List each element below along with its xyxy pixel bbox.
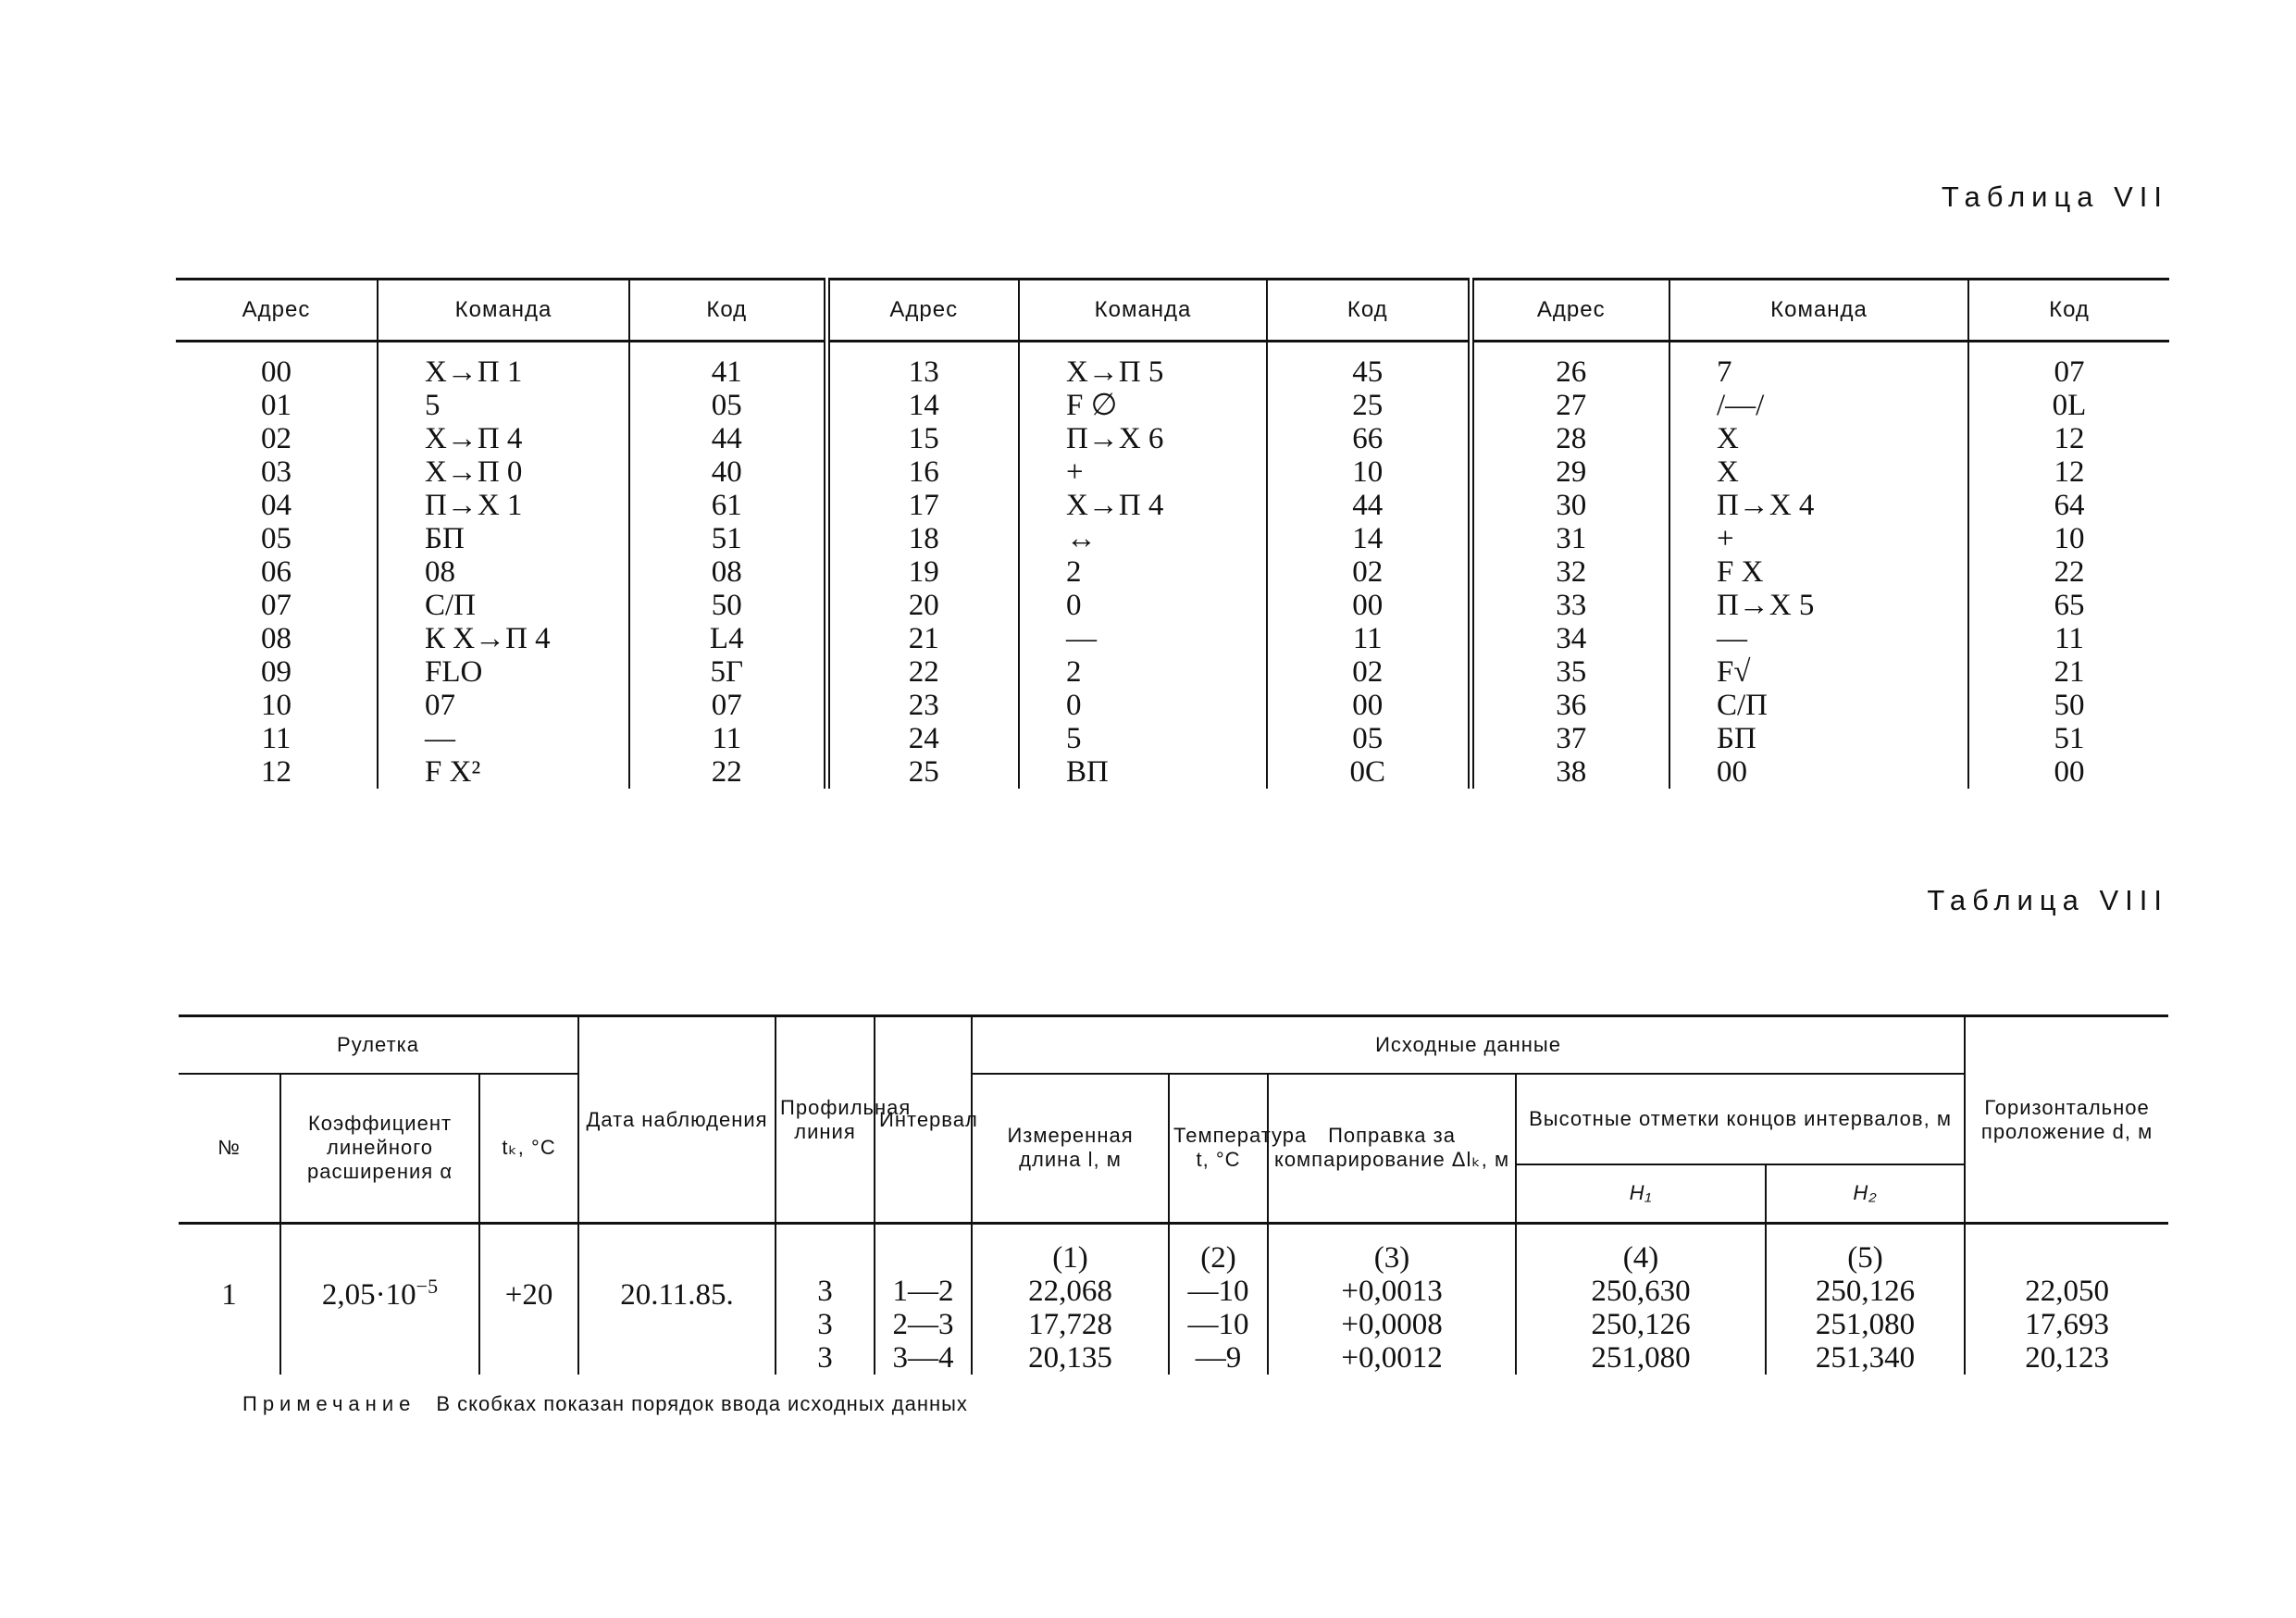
address-cell: 08 [176, 622, 378, 655]
profile-value: 3 [817, 1308, 833, 1341]
code-cell: 22 [2054, 555, 2085, 589]
table-row [176, 589, 2169, 622]
horizontal-value: 20,123 [2025, 1341, 2109, 1375]
note-text: В скобках показан порядок ввода исходных данных [436, 1392, 968, 1415]
header-tape: Рулетка [179, 1016, 578, 1074]
table-vii [176, 278, 2169, 789]
h2-value: 250,126 [1815, 1275, 1916, 1308]
table-row [176, 689, 2169, 722]
address-cell: 38 [1471, 755, 1669, 789]
interval-value: 1—2 [892, 1275, 954, 1308]
header-profile: Профильная линия [776, 1016, 875, 1224]
table-row [176, 555, 2169, 589]
command-cell: 7 [1669, 342, 1968, 390]
address-cell: 03 [176, 455, 378, 489]
header-command-1: Команда [378, 280, 629, 342]
code-cell: 12 [2054, 422, 2085, 455]
address-cell: 10 [176, 689, 378, 722]
address-cell: 09 [176, 655, 378, 689]
command-cell: П→Х 1 [378, 489, 629, 522]
h1-value: 250,126 [1591, 1308, 1691, 1341]
table-row [176, 522, 2169, 555]
table-viii-header-row-2 [179, 1074, 2168, 1164]
measured-value: 20,135 [1028, 1341, 1112, 1375]
table-row [176, 455, 2169, 489]
command-cell: FLO [378, 655, 629, 689]
command-cell: ↔ [1019, 522, 1267, 555]
code-cell: 50 [2054, 689, 2085, 722]
tape-temp-k: +20 [479, 1224, 578, 1375]
address-cell: 25 [826, 755, 1019, 789]
address-cell: 37 [1471, 722, 1669, 755]
table-row [176, 342, 2169, 390]
header-h1: H₁ [1516, 1164, 1766, 1224]
temperature-value: —10 [1187, 1275, 1249, 1308]
code-cell: 00 [2054, 755, 2085, 789]
header-correction: Поправка за компарирование Δlₖ, м [1268, 1074, 1516, 1224]
interval-value: 3—4 [892, 1341, 954, 1375]
address-cell: 22 [826, 655, 1019, 689]
table-viii [179, 1014, 2168, 1375]
command-cell: П→Х 6 [1019, 422, 1267, 455]
command-cell: 5 [378, 389, 629, 422]
command-cell: /—/ [1669, 389, 1968, 422]
table-vii-header-row [176, 280, 2169, 342]
header-temp-k: tₖ, °C [479, 1074, 578, 1224]
address-cell: 33 [1471, 589, 1669, 622]
command-cell: — [1669, 622, 1968, 655]
command-cell: П→Х 4 [1669, 489, 1968, 522]
code-cell: 50 [629, 589, 826, 622]
table-viii-header-row-1 [179, 1016, 2168, 1074]
table-vii-body [176, 342, 2169, 790]
code-cell: 22 [629, 755, 826, 789]
table-viii-body [179, 1224, 2168, 1375]
order-measured: (1) [1052, 1241, 1088, 1275]
command-cell: 2 [1019, 655, 1267, 689]
measured-value: 17,728 [1028, 1308, 1112, 1341]
command-cell: 5 [1019, 722, 1267, 755]
command-cell: F X² [378, 755, 629, 789]
address-cell: 26 [1471, 342, 1669, 390]
interval-value: 2—3 [892, 1308, 954, 1341]
command-cell: Х→П 4 [1019, 489, 1267, 522]
code-cell: 5Г [629, 655, 826, 689]
correction-cell [1268, 1224, 1516, 1375]
command-cell: + [1669, 522, 1968, 555]
command-cell: F X [1669, 555, 1968, 589]
address-cell: 19 [826, 555, 1019, 589]
command-cell: 0 [1019, 689, 1267, 722]
command-cell: 0 [1019, 589, 1267, 622]
command-cell: + [1019, 455, 1267, 489]
header-heights: Высотные отметки концов интервалов, м [1516, 1074, 1965, 1164]
code-cell: 25 [1267, 389, 1471, 422]
table-row [176, 422, 2169, 455]
address-cell: 01 [176, 389, 378, 422]
address-cell: 00 [176, 342, 378, 390]
table-viii-caption: Таблица VIII [1927, 884, 2168, 916]
address-cell: 36 [1471, 689, 1669, 722]
address-cell: 18 [826, 522, 1019, 555]
measured-value: 22,068 [1028, 1275, 1112, 1308]
command-cell: X [1669, 422, 1968, 455]
command-cell: F√ [1669, 655, 1968, 689]
command-cell: F ∅ [1019, 389, 1267, 422]
h2-cell [1766, 1224, 1965, 1375]
note-lead: Примечание [242, 1392, 416, 1415]
code-cell: 07 [629, 689, 826, 722]
horizontal-value: 17,693 [2025, 1308, 2109, 1341]
address-cell: 31 [1471, 522, 1669, 555]
address-cell: 13 [826, 342, 1019, 390]
header-h2: H₂ [1766, 1164, 1965, 1224]
command-cell: 00 [1669, 755, 1968, 789]
header-command-2: Команда [1019, 280, 1267, 342]
code-cell: 21 [2054, 655, 2085, 689]
code-cell: 05 [1267, 722, 1471, 755]
order-temperature: (2) [1200, 1241, 1236, 1275]
code-cell: 40 [629, 455, 826, 489]
order-h2: (5) [1847, 1241, 1883, 1275]
tape-number: 1 [179, 1224, 280, 1375]
header-temperature: Температура t, °C [1169, 1074, 1268, 1224]
header-number: № [179, 1074, 280, 1224]
code-cell: 51 [2054, 722, 2085, 755]
order-correction: (3) [1373, 1241, 1410, 1275]
header-address-3: Адрес [1471, 280, 1669, 342]
tape-coef [280, 1224, 479, 1375]
command-cell: 07 [378, 689, 629, 722]
temperature-value: —9 [1195, 1341, 1242, 1375]
code-cell: 64 [2054, 489, 2085, 522]
code-cell: 11 [1267, 622, 1471, 655]
command-cell: БП [378, 522, 629, 555]
code-cell: 00 [1267, 589, 1471, 622]
code-cell: 11 [629, 722, 826, 755]
command-cell: К Х→П 4 [378, 622, 629, 655]
profile-value: 3 [817, 1275, 833, 1308]
address-cell: 06 [176, 555, 378, 589]
code-cell: 0С [1267, 755, 1471, 789]
header-command-3: Команда [1669, 280, 1968, 342]
correction-value: +0,0013 [1341, 1275, 1443, 1308]
address-cell: 32 [1471, 555, 1669, 589]
address-cell: 30 [1471, 489, 1669, 522]
address-cell: 04 [176, 489, 378, 522]
code-cell: L4 [629, 622, 826, 655]
address-cell: 14 [826, 389, 1019, 422]
interval-cell [875, 1224, 972, 1375]
code-cell: 44 [629, 422, 826, 455]
code-cell: 07 [2054, 355, 2085, 389]
code-cell: 14 [1267, 522, 1471, 555]
command-cell: — [378, 722, 629, 755]
header-interval: Интервал [875, 1016, 972, 1224]
horizontal-cell [1965, 1224, 2168, 1375]
header-date: Дата наблюдения [578, 1016, 776, 1224]
address-cell: 28 [1471, 422, 1669, 455]
header-address-1: Адрес [176, 280, 378, 342]
correction-value: +0,0008 [1341, 1308, 1443, 1341]
code-cell: 10 [1267, 455, 1471, 489]
table-row [176, 755, 2169, 789]
code-cell: 12 [2054, 455, 2085, 489]
code-cell: 10 [2054, 522, 2085, 555]
address-cell: 05 [176, 522, 378, 555]
command-cell: — [1019, 622, 1267, 655]
horizontal-value: 22,050 [2025, 1275, 2109, 1308]
address-cell: 11 [176, 722, 378, 755]
command-cell: С/П [378, 589, 629, 622]
tape-coef-base: 2,05·10 [321, 1278, 416, 1312]
address-cell: 07 [176, 589, 378, 622]
code-cell: 02 [1267, 555, 1471, 589]
address-cell: 15 [826, 422, 1019, 455]
code-cell: 00 [1267, 689, 1471, 722]
table-row [176, 655, 2169, 689]
code-cell: 65 [2054, 589, 2085, 622]
address-cell: 02 [176, 422, 378, 455]
temperature-cell [1169, 1224, 1268, 1375]
code-cell: 41 [629, 342, 826, 390]
command-cell: С/П [1669, 689, 1968, 722]
address-cell: 23 [826, 689, 1019, 722]
profile-cell [776, 1224, 875, 1375]
table-row [176, 722, 2169, 755]
address-cell: 27 [1471, 389, 1669, 422]
code-cell: 44 [1267, 489, 1471, 522]
header-horizontal: Горизонтальное проложение d, м [1965, 1016, 2168, 1224]
table-row [176, 622, 2169, 655]
order-h1: (4) [1622, 1241, 1659, 1275]
header-code-2: Код [1267, 280, 1471, 342]
header-code-1: Код [629, 280, 826, 342]
command-cell: Х→П 0 [378, 455, 629, 489]
table-row [176, 389, 2169, 422]
h1-cell [1516, 1224, 1766, 1375]
header-coef: Коэффициент линейного расширения α [280, 1074, 479, 1224]
code-cell: 66 [1267, 422, 1471, 455]
address-cell: 24 [826, 722, 1019, 755]
h1-value: 251,080 [1591, 1341, 1691, 1375]
address-cell: 21 [826, 622, 1019, 655]
header-address-2: Адрес [826, 280, 1019, 342]
code-cell: 51 [629, 522, 826, 555]
command-cell: X [1669, 455, 1968, 489]
address-cell: 12 [176, 755, 378, 789]
header-source-data: Исходные данные [972, 1016, 1965, 1074]
address-cell: 29 [1471, 455, 1669, 489]
address-cell: 17 [826, 489, 1019, 522]
table-note [242, 1392, 968, 1416]
address-cell: 20 [826, 589, 1019, 622]
header-measured-length: Измеренная длина l, м [972, 1074, 1169, 1224]
tape-coef-exponent: −5 [416, 1275, 439, 1298]
command-cell: ВП [1019, 755, 1267, 789]
temperature-value: —10 [1187, 1308, 1249, 1341]
h1-value: 250,630 [1591, 1275, 1691, 1308]
command-cell: БП [1669, 722, 1968, 755]
command-cell: Х→П 1 [378, 342, 629, 390]
table-row [176, 489, 2169, 522]
code-cell: 05 [629, 389, 826, 422]
command-cell: 08 [378, 555, 629, 589]
h2-value: 251,340 [1815, 1341, 1916, 1375]
command-cell: 2 [1019, 555, 1267, 589]
address-cell: 16 [826, 455, 1019, 489]
command-cell: Х→П 5 [1019, 342, 1267, 390]
code-cell: 08 [629, 555, 826, 589]
profile-value: 3 [817, 1341, 833, 1375]
observation-date: 20.11.85. [578, 1224, 776, 1375]
measured-cell [972, 1224, 1169, 1375]
h2-value: 251,080 [1815, 1308, 1916, 1341]
header-code-3: Код [1968, 280, 2169, 342]
address-cell: 34 [1471, 622, 1669, 655]
address-cell: 35 [1471, 655, 1669, 689]
command-cell: Х→П 4 [378, 422, 629, 455]
code-cell: 61 [629, 489, 826, 522]
code-cell: 11 [2054, 622, 2084, 655]
correction-value: +0,0012 [1341, 1341, 1443, 1375]
code-cell: 45 [1267, 342, 1471, 390]
command-cell: П→Х 5 [1669, 589, 1968, 622]
code-cell: 0L [2052, 389, 2087, 422]
table-vii-caption: Таблица VII [1941, 180, 2168, 213]
table-viii-data-row [179, 1224, 2168, 1375]
code-cell: 02 [1267, 655, 1471, 689]
